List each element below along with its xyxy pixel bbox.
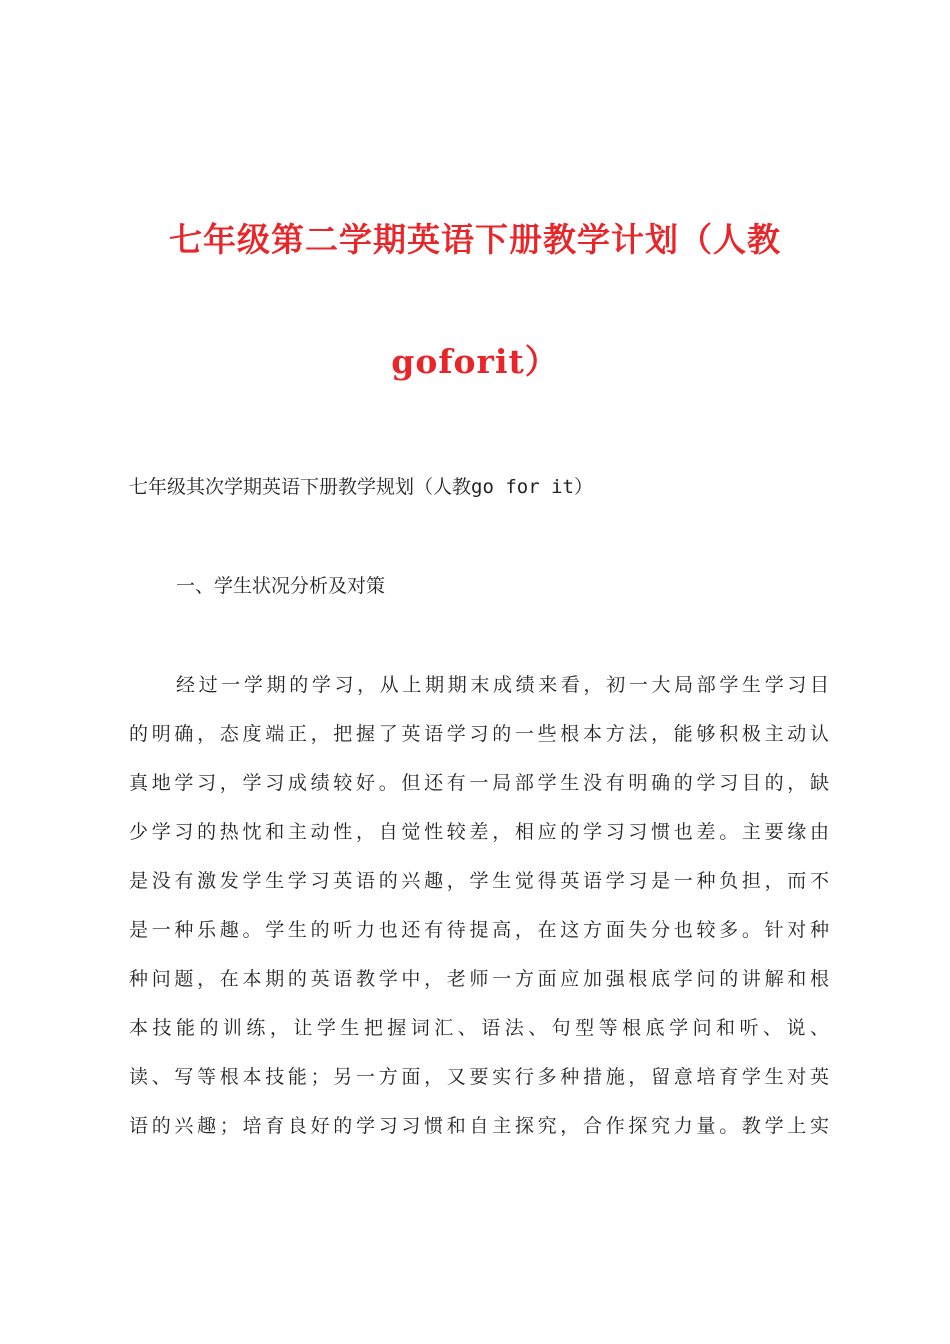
document-title-line-2: goforit） [391,342,559,381]
paragraph-line: 的明确，态度端正，把握了英语学习的一些根本方法，能够积极主动认 [129,723,829,745]
paragraph-line: 是一种乐趣。学生的听力也还有待提高，在这方面失分也较多。针对种 [129,919,829,941]
body-paragraph [129,668,829,1158]
paragraph-line: 经过一学期的学习，从上期期末成绩来看，初一大局部学生学习目 [176,674,829,696]
paragraph-line: 本技能的训练，让学生把握词汇、语法、句型等根底学问和听、说、 [129,1017,829,1039]
paragraph-line: 少学习的热忱和主动性，自觉性较差，相应的学习习惯也差。主要缘由 [129,821,829,843]
document-title-line-1: 七年级第二学期英语下册教学计划（人教 [169,220,781,259]
section-heading: 一、学生状况分析及对策 [176,575,386,597]
paragraph-line: 语的兴趣；培育良好的学习习惯和自主探究，合作探究力量。教学上实 [129,1115,829,1137]
paragraph-line: 是没有激发学生学习英语的兴趣，学生觉得英语学习是一种负担，而不 [129,870,829,892]
paragraph-line: 种问题，在本期的英语教学中，老师一方面应加强根底学问的讲解和根 [129,968,829,990]
paragraph-line: 真地学习，学习成绩较好。但还有一局部学生没有明确的学习目的，缺 [129,772,829,794]
document-subtitle: 七年级其次学期英语下册教学规划（人教go for it） [129,476,593,498]
paragraph-line: 读、写等根本技能；另一方面，又要实行多种措施，留意培育学生对英 [129,1066,829,1088]
